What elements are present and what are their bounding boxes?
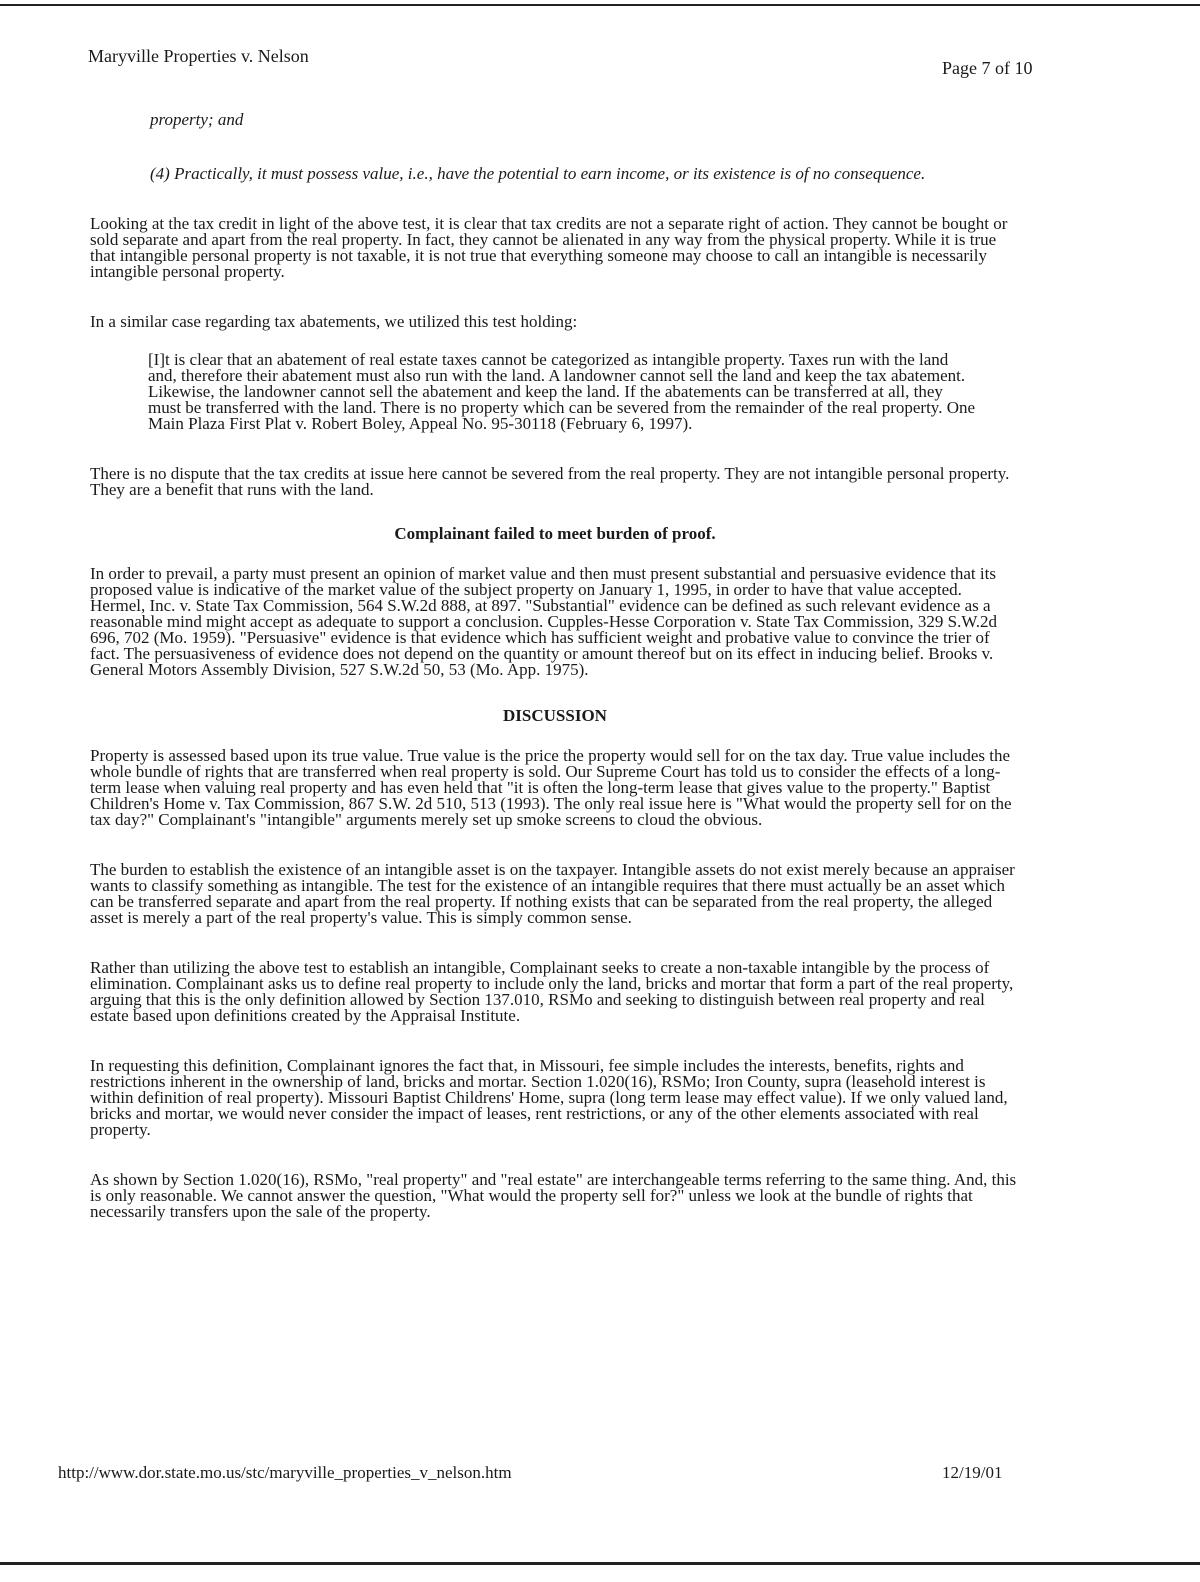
blockquote-abatement: [I]t is clear that an abatement of real estate taxes cannot be categorized as intangible property. Taxes run with the land and, therefore their abatement must also run with the land. A landowner cannot sell the land and keep the tax abatement. Likewise, the landowner cannot sell the abatement and keep the land. If the abatements can be transferred at all, they must be transferred with the land. There is no property which can be severed from the remainder of the real property. One Main Plaza First Plat v. Robert Boley, Appeal No. 95-30118 (February 6, 1997). xyxy=(148,350,976,433)
paragraph-similar-case: In a similar case regarding tax abatements, we utilized this test holding: xyxy=(90,312,578,331)
quote-line-1: property; and xyxy=(150,110,244,129)
top-rule xyxy=(0,4,1200,6)
heading-discussion: DISCUSSION xyxy=(503,706,607,725)
document-title: Maryville Properties v. Nelson xyxy=(88,46,309,66)
page-number: Page 7 of 10 xyxy=(942,58,1033,78)
paragraph-no-dispute: There is no dispute that the tax credits at issue here cannot be severed from the real property. They are not intangible personal property. They are a benefit that runs with the land. xyxy=(90,464,1010,499)
print-date: 12/19/01 xyxy=(942,1463,1003,1482)
paragraph-tax-credit: Looking at the tax credit in light of the above test, it is clear that tax credits are not a separate right of action. They cannot be bought or sold separate and apart from the real property. In fact, they cannot be alienated in any way from the physical property. While it is true that intangible personal property is not taxable, it is not true that everything someone may choose to call an intangible is necessarily intangible personal property. xyxy=(90,214,1008,281)
heading-burden-of-proof: Complainant failed to meet burden of proof. xyxy=(394,524,716,543)
quote-line-2: (4) Practically, it must possess value, i.e., have the potential to earn income, or its existence is of no consequence. xyxy=(150,164,926,183)
paragraph-interchangeable: As shown by Section 1.020(16), RSMo, "real property" and "real estate" are interchangeable terms referring to the same thing. And, this is only reasonable. We cannot answer the question, "What would the property sell for?" unless we look at the bundle of rights that necessarily transfers upon the sale of the property. xyxy=(90,1170,1017,1221)
paragraph-fee-simple: In requesting this definition, Complainant ignores the fact that, in Missouri, fee simple includes the interests, benefits, rights and restrictions inherent in the ownership of land, bricks and mortar. Section 1.020(16), RSMo; Iron County, supra (leasehold interest is within definition of real property). Missouri Baptist Childrens' Home, supra (long term lease may effect value). If we only valued land, bricks and mortar, we would never consider the impact of leases, rent restrictions, or any of the other elements associated with real property. xyxy=(90,1056,1008,1139)
document-body xyxy=(90,112,1020,1220)
paragraph-intangible-burden: The burden to establish the existence of an intangible asset is on the taxpayer. Intangible assets do not exist merely because an appraiser wants to classify something as intangible. The test for the existence of an intangible requires that there must actually be an asset which can be transferred separate and apart from the real property. If nothing exists that can be separated from the real property, the alleged asset is merely a part of the real property's value. This is simply common sense. xyxy=(90,860,1015,927)
bottom-rule xyxy=(0,1562,1200,1565)
source-url: http://www.dor.state.mo.us/stc/maryville_properties_v_nelson.htm xyxy=(58,1463,512,1482)
paragraph-true-value: Property is assessed based upon its true value. True value is the price the property would sell for on the tax day. True value includes the whole bundle of rights that are transferred when real property is sold. Our Supreme Court has told us to consider the effects of a long-term lease when valuing real property and has even held that "it is often the long-term lease that gives value to the property." Baptist Children's Home v. Tax Commission, 867 S.W. 2d 510, 513 (1993). The only real issue here is "What would the property sell for on the tax day?" Complainant's "intangible" arguments merely set up smoke screens to cloud the obvious. xyxy=(90,746,1012,829)
paragraph-elimination: Rather than utilizing the above test to establish an intangible, Complainant seeks to create a non-taxable intangible by the process of elimination. Complainant asks us to define real property to include only the land, bricks and mortar that form a part of the real property, arguing that this is the only definition allowed by Section 137.010, RSMo and seeking to distinguish between real property and real estate based upon definitions created by the Appraisal Institute. xyxy=(90,958,1014,1025)
paragraph-burden: In order to prevail, a party must present an opinion of market value and then must present substantial and persuasive evidence that its proposed value is indicative of the market value of the subject property on January 1, 1995, in order to have that value accepted. Hermel, Inc. v. State Tax Commission, 564 S.W.2d 888, at 897. "Substantial" evidence can be defined as such relevant evidence as a reasonable mind might accept as adequate to support a conclusion. Cupples-Hesse Corporation v. State Tax Commission, 329 S.W.2d 696, 702 (Mo. 1959). "Persuasive" evidence is that evidence which has sufficient weight and probative value to convince the trier of fact. The persuasiveness of evidence does not depend on the quantity or amount thereof but on its effect in inducing belief. Brooks v. General Motors Assembly Division, 527 S.W.2d 50, 53 (Mo. App. 1975). xyxy=(90,564,998,679)
